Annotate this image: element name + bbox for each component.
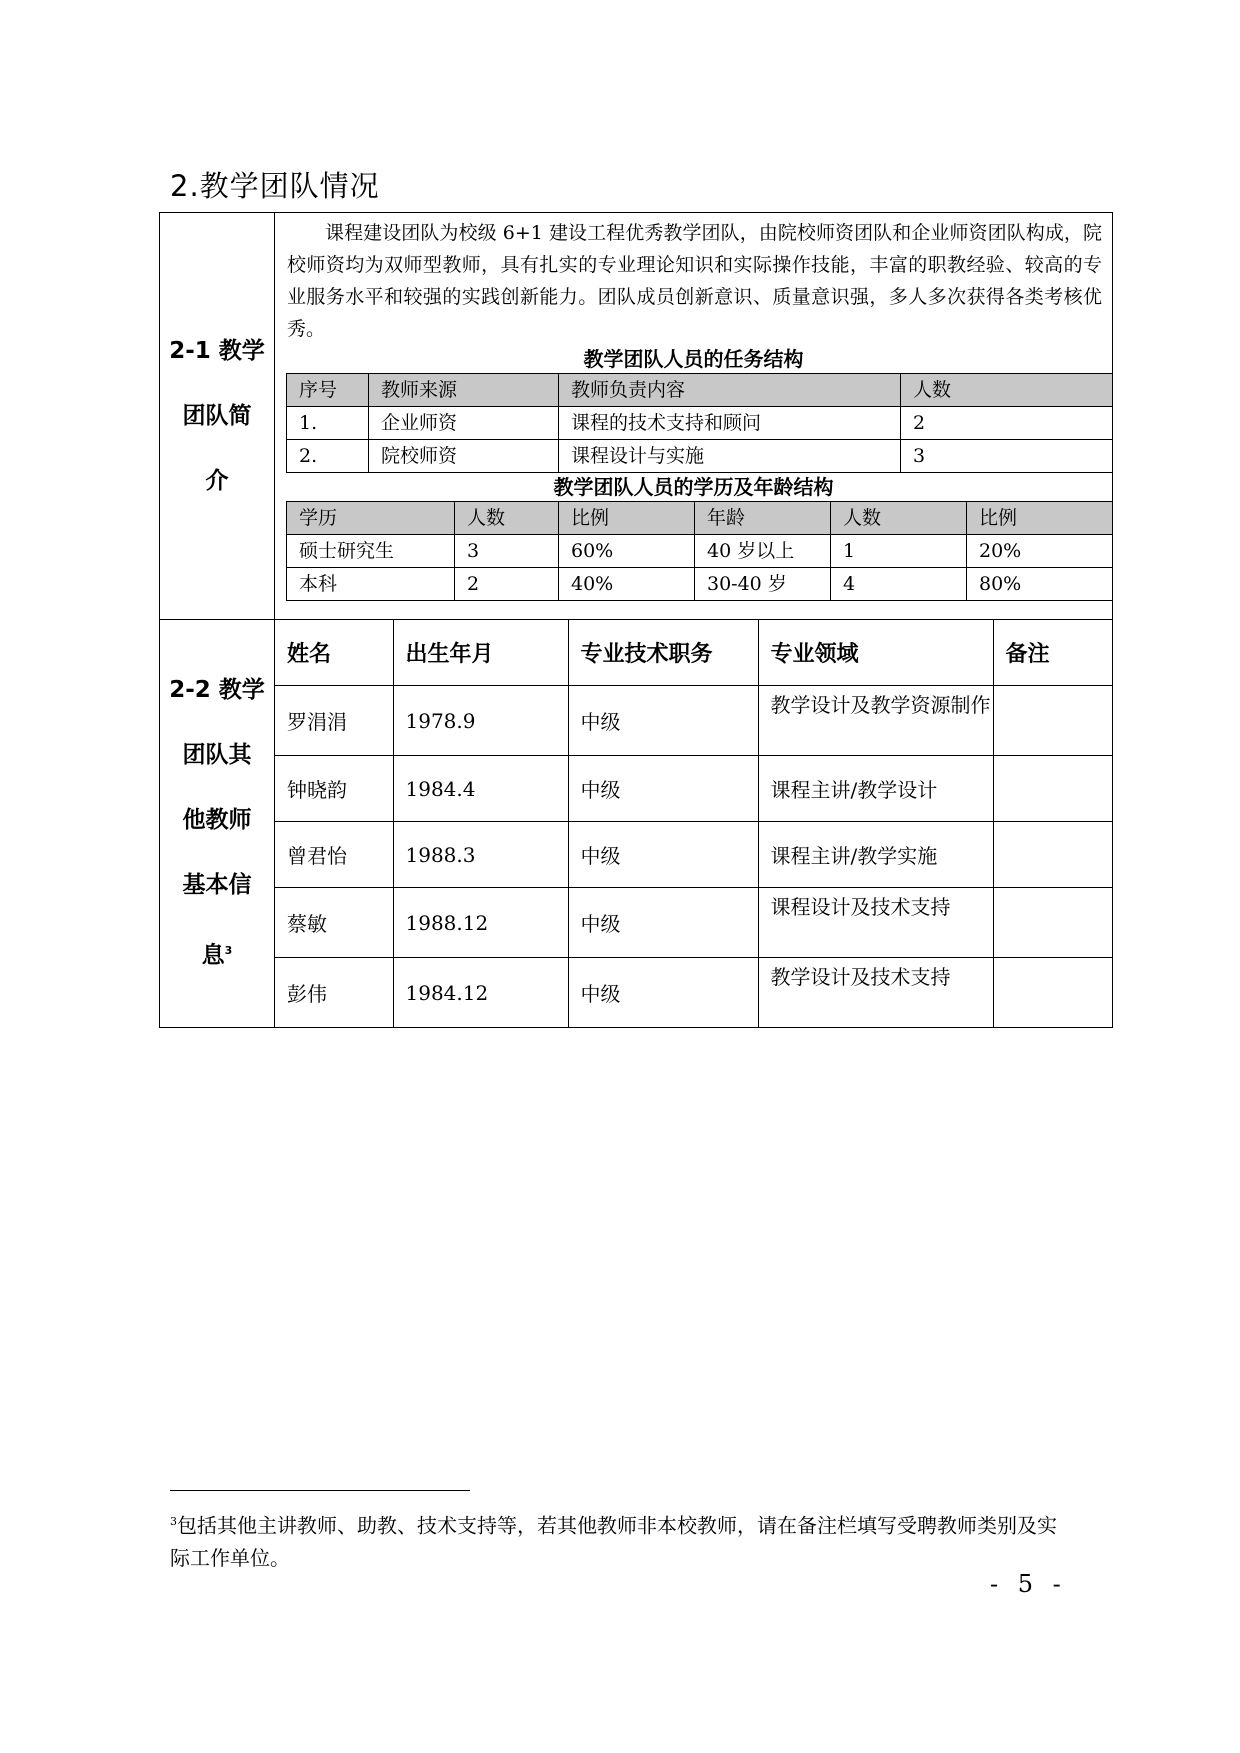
- table-cell: 2: [455, 568, 559, 601]
- column-header: 备注: [993, 620, 1112, 686]
- title-level: 中级: [568, 686, 758, 756]
- column-header: 出生年月: [393, 620, 568, 686]
- edu-table-title: 教学团队人员的学历及年龄结构: [553, 475, 834, 499]
- table-cell: 40%: [559, 568, 695, 601]
- label-line: 介: [205, 467, 229, 494]
- other-teachers-content: [275, 620, 1113, 1028]
- label-line-text: 息: [201, 942, 225, 969]
- specialty-field: 教学设计及技术支持: [758, 958, 993, 1028]
- column-header: 教师来源: [369, 374, 559, 407]
- column-header: 教师负责内容: [559, 374, 901, 407]
- teacher-info-table: [275, 620, 1112, 1027]
- specialty-field: 教学设计及教学资源制作: [758, 686, 993, 756]
- table-header-row: [287, 502, 1113, 535]
- table-row: [287, 407, 1113, 440]
- teacher-name: 蔡敏: [275, 888, 393, 958]
- label-line: 团队简: [182, 402, 252, 429]
- page-number: - 5 -: [990, 1570, 1067, 1598]
- remarks: [993, 686, 1112, 756]
- birth-date: 1978.9: [393, 686, 568, 756]
- column-header: 比例: [559, 502, 695, 535]
- table-row: [275, 756, 1112, 822]
- table-row: [287, 568, 1113, 601]
- remarks: [993, 756, 1112, 822]
- teacher-name: 曾君怡: [275, 822, 393, 888]
- label-line-with-footnote: [160, 918, 274, 989]
- table-cell: 院校师资: [369, 440, 559, 473]
- footnote: [170, 1506, 1070, 1574]
- table-row: [275, 888, 1112, 958]
- table-cell: 硕士研究生: [287, 535, 455, 568]
- team-intro-content: [275, 213, 1113, 620]
- other-teachers-label: [160, 620, 275, 1028]
- column-header: 年龄: [695, 502, 831, 535]
- table-header-row: [287, 374, 1113, 407]
- column-header: 学历: [287, 502, 455, 535]
- task-table-title: 教学团队人员的任务结构: [583, 347, 804, 371]
- birth-date: 1988.3: [393, 822, 568, 888]
- table-cell: 1.: [287, 407, 369, 440]
- table-cell: 20%: [967, 535, 1113, 568]
- remarks: [993, 958, 1112, 1028]
- specialty-field: 课程主讲/教学设计: [758, 756, 993, 822]
- table-row: [275, 686, 1112, 756]
- label-line: 2-2 教学: [169, 677, 265, 704]
- title-level: 中级: [568, 822, 758, 888]
- section-title: 2.教学团队情况: [170, 169, 380, 203]
- table-cell: 1: [831, 535, 967, 568]
- footnote-reference: 3: [224, 944, 233, 958]
- other-teachers-row: [160, 620, 1113, 1028]
- team-intro-label: [160, 213, 275, 620]
- table-cell: 40 岁以上: [695, 535, 831, 568]
- table-cell: 30-40 岁: [695, 568, 831, 601]
- column-header: 专业技术职务: [568, 620, 758, 686]
- table-cell: 企业师资: [369, 407, 559, 440]
- team-info-table: [159, 212, 1113, 1028]
- label-line: 团队其: [182, 742, 252, 769]
- task-structure-table: [286, 373, 1113, 473]
- table-cell: 80%: [967, 568, 1113, 601]
- table-cell: 课程设计与实施: [559, 440, 901, 473]
- table-header-row: [275, 620, 1112, 686]
- column-header: 序号: [287, 374, 369, 407]
- teacher-name: 罗涓涓: [275, 686, 393, 756]
- column-header: 人数: [455, 502, 559, 535]
- remarks: [993, 822, 1112, 888]
- table-cell: 课程的技术支持和顾问: [559, 407, 901, 440]
- table-cell: 3: [901, 440, 1113, 473]
- birth-date: 1984.12: [393, 958, 568, 1028]
- specialty-field: 课程设计及技术支持: [758, 888, 993, 958]
- table-cell: 60%: [559, 535, 695, 568]
- remarks: [993, 888, 1112, 958]
- birth-date: 1984.4: [393, 756, 568, 822]
- title-level: 中级: [568, 756, 758, 822]
- title-level: 中级: [568, 888, 758, 958]
- teacher-name: 钟晓韵: [275, 756, 393, 822]
- label-line: 他教师: [182, 807, 252, 834]
- birth-date: 1988.12: [393, 888, 568, 958]
- table-cell: 4: [831, 568, 967, 601]
- table-row: [275, 822, 1112, 888]
- team-intro-paragraph: 课程建设团队为校级 6+1 建设工程优秀教学团队，由院校师资团队和企业师资团队构成，院校师资均为双师型教师，具有扎实的专业理论知识和实际操作技能，丰富的职教经验、较高的专业服务水平和较强的实践创新能力。团队成员创新意识、质量意识强，多人多次获得各类考核优秀。: [287, 222, 1102, 340]
- column-header: 比例: [967, 502, 1113, 535]
- label-line: 2-1 教学: [169, 337, 265, 364]
- table-row: [287, 440, 1113, 473]
- teacher-name: 彭伟: [287, 982, 327, 1006]
- footnote-divider: [170, 1490, 470, 1491]
- education-age-table: [286, 501, 1113, 601]
- column-header: 专业领域: [758, 620, 993, 686]
- table-row: [275, 958, 1112, 1028]
- table-cell: 2: [901, 407, 1113, 440]
- specialty-field: 课程主讲/教学实施: [758, 822, 993, 888]
- table-cell: 2.: [287, 440, 369, 473]
- column-header: 人数: [901, 374, 1113, 407]
- table-cell: 本科: [287, 568, 455, 601]
- footnote-marker: 3: [170, 1515, 177, 1528]
- footnote-text: 包括其他主讲教师、助教、技术支持等，若其他教师非本校教师，请在备注栏填写受聘教师类别及实际工作单位。: [170, 1513, 1057, 1570]
- title-level: 中级: [568, 958, 758, 1028]
- table-cell: 3: [455, 535, 559, 568]
- column-header: 姓名: [275, 620, 393, 686]
- team-intro-row: [160, 213, 1113, 620]
- label-line: 基本信: [182, 872, 252, 899]
- column-header: 人数: [831, 502, 967, 535]
- table-row: [287, 535, 1113, 568]
